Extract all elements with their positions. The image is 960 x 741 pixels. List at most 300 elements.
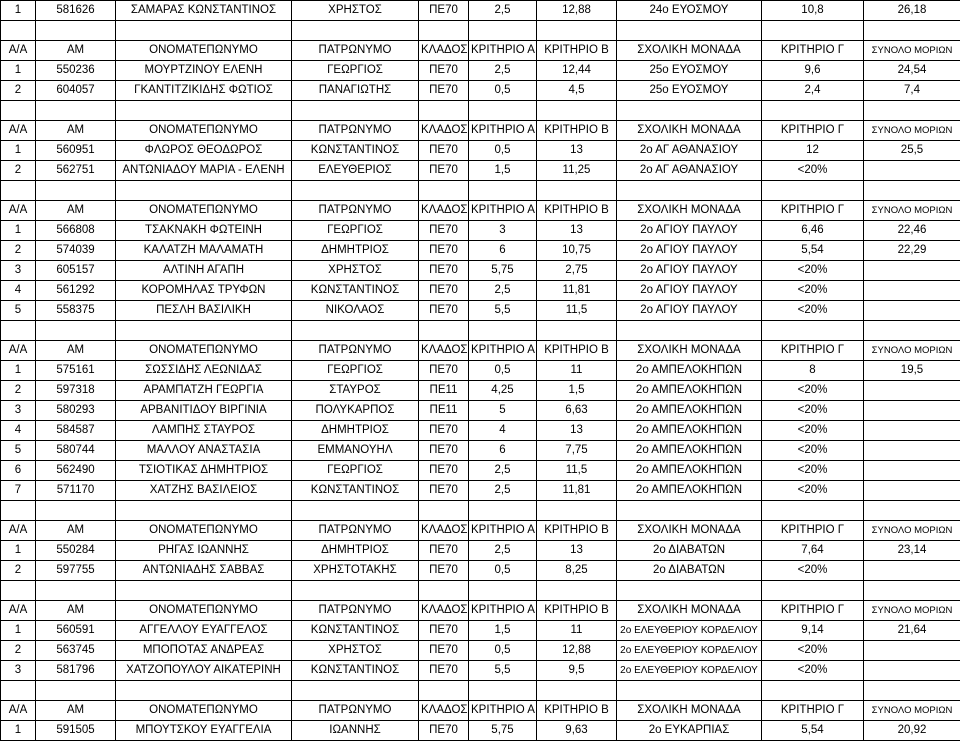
header-specialty-cell: ΚΛΑΔΟΣ [419,341,469,361]
school-cell: 2ο ΔΙΑΒΑΤΩΝ [617,541,762,561]
school-cell: 2ο ΑΓ ΑΘΑΝΑΣΙΟΥ [617,161,762,181]
total-points-cell [864,161,960,181]
blank-cell [617,321,762,341]
criterion-a-cell: 3 [469,221,537,241]
header-criterion-a-cell: ΚΡΙΤΗΡΙΟ Α [469,121,537,141]
blank-cell [36,21,116,41]
specialty-cell: ΠΕ70 [419,421,469,441]
blank-cell [36,681,116,701]
blank-cell [617,501,762,521]
total-points-cell [864,461,960,481]
table-row [1,461,960,481]
name-cell: ΑΛΤΙΝΗ ΑΓΑΠΗ [116,261,292,281]
name-cell: ΑΝΤΩΝΙΑΔΟΥ ΜΑΡΙΑ - ΕΛΕΝΗ [116,161,292,181]
father-name-cell: ΕΛΕΥΘΕΡΙΟΣ [292,161,419,181]
blank-cell [36,581,116,601]
header-criterion-c-cell: ΚΡΙΤΗΡΙΟ Γ [762,201,864,221]
blank-cell [469,681,537,701]
criterion-c-cell: <20% [762,481,864,501]
specialty-cell: ΠΕ70 [419,621,469,641]
blank-cell [762,581,864,601]
blank-cell [419,501,469,521]
header-school-cell: ΣΧΟΛΙΚΗ ΜΟΝΑΔΑ [617,341,762,361]
father-name-cell: ΓΕΩΡΓΙΟΣ [292,461,419,481]
header-row [1,601,960,621]
criterion-c-cell: 6,46 [762,221,864,241]
blank-cell [762,101,864,121]
blank-cell [469,321,537,341]
row-number: 2 [1,241,36,261]
father-name-cell: ΣΤΑΥΡΟΣ [292,381,419,401]
name-cell: ΜΑΛΛΟΥ ΑΝΑΣΤΑΣΙΑ [116,441,292,461]
header-criterion-c-cell: ΚΡΙΤΗΡΙΟ Γ [762,341,864,361]
header-total-points-cell: ΣΥΝΟΛΟ ΜΟΡΙΩΝ [864,701,960,721]
blank-cell [36,501,116,521]
specialty-cell: ΠΕ11 [419,381,469,401]
blank-cell [617,101,762,121]
criterion-b-cell: 8,25 [537,561,617,581]
criterion-b-cell: 12,88 [537,641,617,661]
header-total-points-cell: ΣΥΝΟΛΟ ΜΟΡΙΩΝ [864,121,960,141]
am-cell: 584587 [36,421,116,441]
header-criterion-a-cell: ΚΡΙΤΗΡΙΟ Α [469,601,537,621]
header-specialty-cell: ΚΛΑΔΟΣ [419,521,469,541]
blank-row [1,21,960,41]
name-cell: ΜΟΥΡΤΖΙΝΟΥ ΕΛΕΝΗ [116,61,292,81]
header-father-name-cell: ΠΑΤΡΩΝΥΜΟ [292,521,419,541]
header-criterion-a-cell: ΚΡΙΤΗΡΙΟ Α [469,341,537,361]
am-cell: 562490 [36,461,116,481]
header-name-cell: ΟΝΟΜΑΤΕΠΩΝΥΜΟ [116,201,292,221]
criterion-c-cell: <20% [762,261,864,281]
table-row [1,721,960,741]
specialty-cell: ΠΕ70 [419,441,469,461]
specialty-cell: ΠΕ70 [419,241,469,261]
am-cell: 566808 [36,221,116,241]
criterion-a-cell: 0,5 [469,561,537,581]
blank-cell [1,181,36,201]
name-cell: ΡΗΓΑΣ ΙΩΑΝΝΗΣ [116,541,292,561]
total-points-cell: 20,92 [864,721,960,741]
criterion-a-cell: 0,5 [469,141,537,161]
total-points-cell: 24,54 [864,61,960,81]
row-number: 1 [1,541,36,561]
name-cell: ΦΛΩΡΟΣ ΘΕΟΔΩΡΟΣ [116,141,292,161]
school-cell: 25ο ΕΥΟΣΜΟΥ [617,61,762,81]
header-father-name-cell: ΠΑΤΡΩΝΥΜΟ [292,121,419,141]
row-number: 1 [1,1,36,21]
criterion-b-cell: 11 [537,621,617,641]
blank-cell [116,681,292,701]
criterion-a-cell: 0,5 [469,641,537,661]
name-cell: ΓΚΑΝΤΙΤΖΙΚΙΔΗΣ ΦΩΤΙΟΣ [116,81,292,101]
header-am-cell: ΑΜ [36,601,116,621]
criterion-b-cell: 12,44 [537,61,617,81]
header-criterion-c-cell: ΚΡΙΤΗΡΙΟ Γ [762,121,864,141]
criterion-c-cell: 9,6 [762,61,864,81]
blank-cell [469,501,537,521]
header-criterion-b-cell: ΚΡΙΤΗΡΙΟ Β [537,201,617,221]
header-row-number: Α/Α [1,601,36,621]
blank-cell [116,181,292,201]
criterion-c-cell: <20% [762,461,864,481]
header-row-number: Α/Α [1,201,36,221]
header-total-points-cell: ΣΥΝΟΛΟ ΜΟΡΙΩΝ [864,341,960,361]
specialty-cell: ΠΕ70 [419,541,469,561]
row-number: 1 [1,721,36,741]
blank-cell [292,181,419,201]
header-father-name-cell: ΠΑΤΡΩΝΥΜΟ [292,201,419,221]
school-cell: 2ο ΕΛΕΥΘΕΡΙΟΥ ΚΟΡΔΕΛΙΟΥ [617,661,762,681]
header-row [1,701,960,721]
blank-cell [864,181,960,201]
header-criterion-b-cell: ΚΡΙΤΗΡΙΟ Β [537,121,617,141]
school-cell: 2ο ΑΜΠΕΛΟΚΗΠΩΝ [617,401,762,421]
blank-cell [1,581,36,601]
header-specialty-cell: ΚΛΑΔΟΣ [419,121,469,141]
specialty-cell: ΠΕ70 [419,141,469,161]
blank-row [1,501,960,521]
am-cell: 562751 [36,161,116,181]
blank-cell [537,21,617,41]
criterion-b-cell: 6,63 [537,401,617,421]
table-row [1,621,960,641]
blank-cell [292,581,419,601]
header-criterion-c-cell: ΚΡΙΤΗΡΙΟ Γ [762,701,864,721]
school-cell: 2ο ΑΓΙΟΥ ΠΑΥΛΟΥ [617,261,762,281]
father-name-cell: ΓΕΩΡΓΙΟΣ [292,361,419,381]
total-points-cell: 22,29 [864,241,960,261]
specialty-cell: ΠΕ70 [419,1,469,21]
blank-cell [1,321,36,341]
header-criterion-a-cell: ΚΡΙΤΗΡΙΟ Α [469,201,537,221]
blank-cell [469,181,537,201]
criterion-a-cell: 5,5 [469,301,537,321]
row-number: 4 [1,281,36,301]
table-row [1,381,960,401]
am-cell: 571170 [36,481,116,501]
header-row-number: Α/Α [1,521,36,541]
table-row [1,561,960,581]
specialty-cell: ΠΕ70 [419,461,469,481]
row-number: 2 [1,381,36,401]
row-number: 1 [1,361,36,381]
blank-cell [292,101,419,121]
header-specialty-cell: ΚΛΑΔΟΣ [419,701,469,721]
am-cell: 561292 [36,281,116,301]
header-criterion-c-cell: ΚΡΙΤΗΡΙΟ Γ [762,521,864,541]
header-school-cell: ΣΧΟΛΙΚΗ ΜΟΝΑΔΑ [617,601,762,621]
blank-cell [292,681,419,701]
am-cell: 597318 [36,381,116,401]
am-cell: 550284 [36,541,116,561]
row-number: 1 [1,141,36,161]
father-name-cell: ΔΗΜΗΤΡΙΟΣ [292,421,419,441]
criterion-c-cell: 10,8 [762,1,864,21]
header-row-number: Α/Α [1,701,36,721]
criterion-a-cell: 6 [469,241,537,261]
header-name-cell: ΟΝΟΜΑΤΕΠΩΝΥΜΟ [116,341,292,361]
name-cell: ΧΑΤΖΗΣ ΒΑΣΙΛΕΙΟΣ [116,481,292,501]
table-row [1,261,960,281]
criterion-c-cell: <20% [762,661,864,681]
name-cell: ΑΝΤΩΝΙΑΔΗΣ ΣΑΒΒΑΣ [116,561,292,581]
name-cell: ΤΣΙΟΤΙΚΑΣ ΔΗΜΗΤΡΙΟΣ [116,461,292,481]
total-points-cell [864,641,960,661]
criterion-b-cell: 13 [537,541,617,561]
criterion-b-cell: 11,25 [537,161,617,181]
father-name-cell: ΔΗΜΗΤΡΙΟΣ [292,241,419,261]
criterion-b-cell: 10,75 [537,241,617,261]
header-am-cell: ΑΜ [36,201,116,221]
table-row [1,1,960,21]
criterion-a-cell: 2,5 [469,541,537,561]
am-cell: 581626 [36,1,116,21]
blank-cell [419,321,469,341]
school-cell: 2ο ΔΙΑΒΑΤΩΝ [617,561,762,581]
header-specialty-cell: ΚΛΑΔΟΣ [419,601,469,621]
name-cell: ΛΑΜΠΗΣ ΣΤΑΥΡΟΣ [116,421,292,441]
blank-cell [419,581,469,601]
header-school-cell: ΣΧΟΛΙΚΗ ΜΟΝΑΔΑ [617,701,762,721]
criterion-b-cell: 13 [537,221,617,241]
specialty-cell: ΠΕ70 [419,221,469,241]
blank-cell [292,21,419,41]
blank-cell [36,181,116,201]
header-school-cell: ΣΧΟΛΙΚΗ ΜΟΝΑΔΑ [617,121,762,141]
header-criterion-a-cell: ΚΡΙΤΗΡΙΟ Α [469,521,537,541]
criterion-a-cell: 0,5 [469,361,537,381]
table-row [1,481,960,501]
specialty-cell: ΠΕ70 [419,721,469,741]
blank-cell [116,101,292,121]
criterion-a-cell: 5 [469,401,537,421]
header-criterion-b-cell: ΚΡΙΤΗΡΙΟ Β [537,41,617,61]
school-cell: 2ο ΑΜΠΕΛΟΚΗΠΩΝ [617,481,762,501]
criterion-b-cell: 11 [537,361,617,381]
header-father-name-cell: ΠΑΤΡΩΝΥΜΟ [292,701,419,721]
school-cell: 24ο ΕΥΟΣΜΟΥ [617,1,762,21]
criterion-a-cell: 2,5 [469,61,537,81]
total-points-cell: 21,64 [864,621,960,641]
criterion-c-cell: <20% [762,161,864,181]
table-row [1,141,960,161]
blank-row [1,101,960,121]
header-row [1,121,960,141]
blank-cell [864,101,960,121]
father-name-cell: ΠΟΛΥΚΑΡΠΟΣ [292,401,419,421]
row-number: 1 [1,621,36,641]
am-cell: 558375 [36,301,116,321]
name-cell: ΜΠΟΠΟΤΑΣ ΑΝΔΡΕΑΣ [116,641,292,661]
blank-cell [469,21,537,41]
blank-cell [537,501,617,521]
criterion-c-cell: <20% [762,401,864,421]
header-name-cell: ΟΝΟΜΑΤΕΠΩΝΥΜΟ [116,121,292,141]
am-cell: 605157 [36,261,116,281]
school-cell: 2ο ΑΜΠΕΛΟΚΗΠΩΝ [617,441,762,461]
blank-cell [419,681,469,701]
blank-cell [36,101,116,121]
am-cell: 575161 [36,361,116,381]
criterion-c-cell: 9,14 [762,621,864,641]
header-row-number: Α/Α [1,341,36,361]
table-row [1,641,960,661]
father-name-cell: ΚΩΝΣΤΑΝΤΙΝΟΣ [292,281,419,301]
table-row [1,281,960,301]
criterion-c-cell: <20% [762,441,864,461]
school-cell: 2ο ΑΜΠΕΛΟΚΗΠΩΝ [617,381,762,401]
blank-cell [292,321,419,341]
table-row [1,541,960,561]
criterion-c-cell: 5,54 [762,241,864,261]
specialty-cell: ΠΕ11 [419,401,469,421]
row-number: 3 [1,401,36,421]
father-name-cell: ΝΙΚΟΛΑΟΣ [292,301,419,321]
row-number: 2 [1,81,36,101]
specialty-cell: ΠΕ70 [419,361,469,381]
header-am-cell: ΑΜ [36,521,116,541]
row-number: 6 [1,461,36,481]
father-name-cell: ΧΡΗΣΤΟΣ [292,261,419,281]
blank-row [1,181,960,201]
name-cell: ΧΑΤΖΟΠΟΥΛΟΥ ΑΙΚΑΤΕΡΙΝΗ [116,661,292,681]
header-row-number: Α/Α [1,121,36,141]
header-name-cell: ΟΝΟΜΑΤΕΠΩΝΥΜΟ [116,521,292,541]
criterion-a-cell: 5,75 [469,721,537,741]
criterion-b-cell: 9,5 [537,661,617,681]
header-name-cell: ΟΝΟΜΑΤΕΠΩΝΥΜΟ [116,701,292,721]
blank-cell [537,681,617,701]
father-name-cell: ΚΩΝΣΤΑΝΤΙΝΟΣ [292,481,419,501]
blank-cell [617,21,762,41]
row-number: 1 [1,61,36,81]
blank-cell [116,321,292,341]
total-points-cell [864,401,960,421]
specialty-cell: ΠΕ70 [419,301,469,321]
total-points-cell [864,261,960,281]
criterion-b-cell: 12,88 [537,1,617,21]
blank-cell [762,321,864,341]
blank-cell [116,21,292,41]
father-name-cell: ΧΡΗΣΤΟΣ [292,1,419,21]
header-name-cell: ΟΝΟΜΑΤΕΠΩΝΥΜΟ [116,601,292,621]
blank-cell [762,181,864,201]
school-cell: 2ο ΑΜΠΕΛΟΚΗΠΩΝ [617,421,762,441]
header-row [1,201,960,221]
row-number: 4 [1,421,36,441]
criterion-c-cell: <20% [762,641,864,661]
table-row [1,361,960,381]
header-criterion-a-cell: ΚΡΙΤΗΡΙΟ Α [469,701,537,721]
table-row [1,81,960,101]
criterion-a-cell: 1,5 [469,621,537,641]
school-cell: 25ο ΕΥΟΣΜΟΥ [617,81,762,101]
school-cell: 2ο ΑΜΠΕΛΟΚΗΠΩΝ [617,461,762,481]
blank-row [1,321,960,341]
father-name-cell: ΔΗΜΗΤΡΙΟΣ [292,541,419,561]
blank-cell [864,681,960,701]
blank-cell [36,321,116,341]
name-cell: ΑΡΑΜΠΑΤΖΗ ΓΕΩΡΓΙΑ [116,381,292,401]
criterion-b-cell: 13 [537,421,617,441]
name-cell: ΑΓΓΕΛΛΟΥ ΕΥΑΓΓΕΛΟΣ [116,621,292,641]
header-criterion-c-cell: ΚΡΙΤΗΡΙΟ Γ [762,41,864,61]
blank-cell [537,181,617,201]
father-name-cell: ΠΑΝΑΓΙΩΤΗΣ [292,81,419,101]
father-name-cell: ΙΩΑΝΝΗΣ [292,721,419,741]
header-total-points-cell: ΣΥΝΟΛΟ ΜΟΡΙΩΝ [864,521,960,541]
blank-cell [537,101,617,121]
header-total-points-cell: ΣΥΝΟΛΟ ΜΟΡΙΩΝ [864,601,960,621]
header-father-name-cell: ΠΑΤΡΩΝΥΜΟ [292,341,419,361]
header-row [1,521,960,541]
total-points-cell [864,301,960,321]
header-am-cell: ΑΜ [36,701,116,721]
total-points-cell: 22,46 [864,221,960,241]
blank-cell [419,101,469,121]
school-cell: 2ο ΑΓΙΟΥ ΠΑΥΛΟΥ [617,241,762,261]
blank-cell [864,21,960,41]
header-am-cell: ΑΜ [36,341,116,361]
criterion-a-cell: 5,5 [469,661,537,681]
school-cell: 2ο ΑΓΙΟΥ ΠΑΥΛΟΥ [617,281,762,301]
header-specialty-cell: ΚΛΑΔΟΣ [419,201,469,221]
father-name-cell: ΚΩΝΣΤΑΝΤΙΝΟΣ [292,141,419,161]
criterion-c-cell: 8 [762,361,864,381]
table-row [1,661,960,681]
header-am-cell: ΑΜ [36,121,116,141]
am-cell: 560591 [36,621,116,641]
criterion-b-cell: 11,81 [537,481,617,501]
row-number: 7 [1,481,36,501]
criterion-a-cell: 5,75 [469,261,537,281]
specialty-cell: ΠΕ70 [419,261,469,281]
total-points-cell: 26,18 [864,1,960,21]
criterion-b-cell: 9,63 [537,721,617,741]
criterion-c-cell: <20% [762,381,864,401]
total-points-cell: 19,5 [864,361,960,381]
criterion-c-cell: 2,4 [762,81,864,101]
blank-cell [762,681,864,701]
am-cell: 580744 [36,441,116,461]
table-row [1,441,960,461]
criterion-a-cell: 2,5 [469,481,537,501]
header-school-cell: ΣΧΟΛΙΚΗ ΜΟΝΑΔΑ [617,41,762,61]
criterion-b-cell: 2,75 [537,261,617,281]
school-cell: 2ο ΑΓΙΟΥ ΠΑΥΛΟΥ [617,301,762,321]
criterion-a-cell: 0,5 [469,81,537,101]
header-father-name-cell: ΠΑΤΡΩΝΥΜΟ [292,41,419,61]
header-criterion-b-cell: ΚΡΙΤΗΡΙΟ Β [537,601,617,621]
blank-cell [469,101,537,121]
header-total-points-cell: ΣΥΝΟΛΟ ΜΟΡΙΩΝ [864,201,960,221]
am-cell: 550236 [36,61,116,81]
blank-cell [1,21,36,41]
criterion-a-cell: 2,5 [469,461,537,481]
criterion-c-cell: <20% [762,281,864,301]
am-cell: 560951 [36,141,116,161]
row-number: 5 [1,301,36,321]
header-specialty-cell: ΚΛΑΔΟΣ [419,41,469,61]
am-cell: 574039 [36,241,116,261]
criterion-b-cell: 11,5 [537,461,617,481]
specialty-cell: ΠΕ70 [419,481,469,501]
blank-cell [292,501,419,521]
specialty-cell: ΠΕ70 [419,661,469,681]
criterion-c-cell: <20% [762,301,864,321]
am-cell: 563745 [36,641,116,661]
